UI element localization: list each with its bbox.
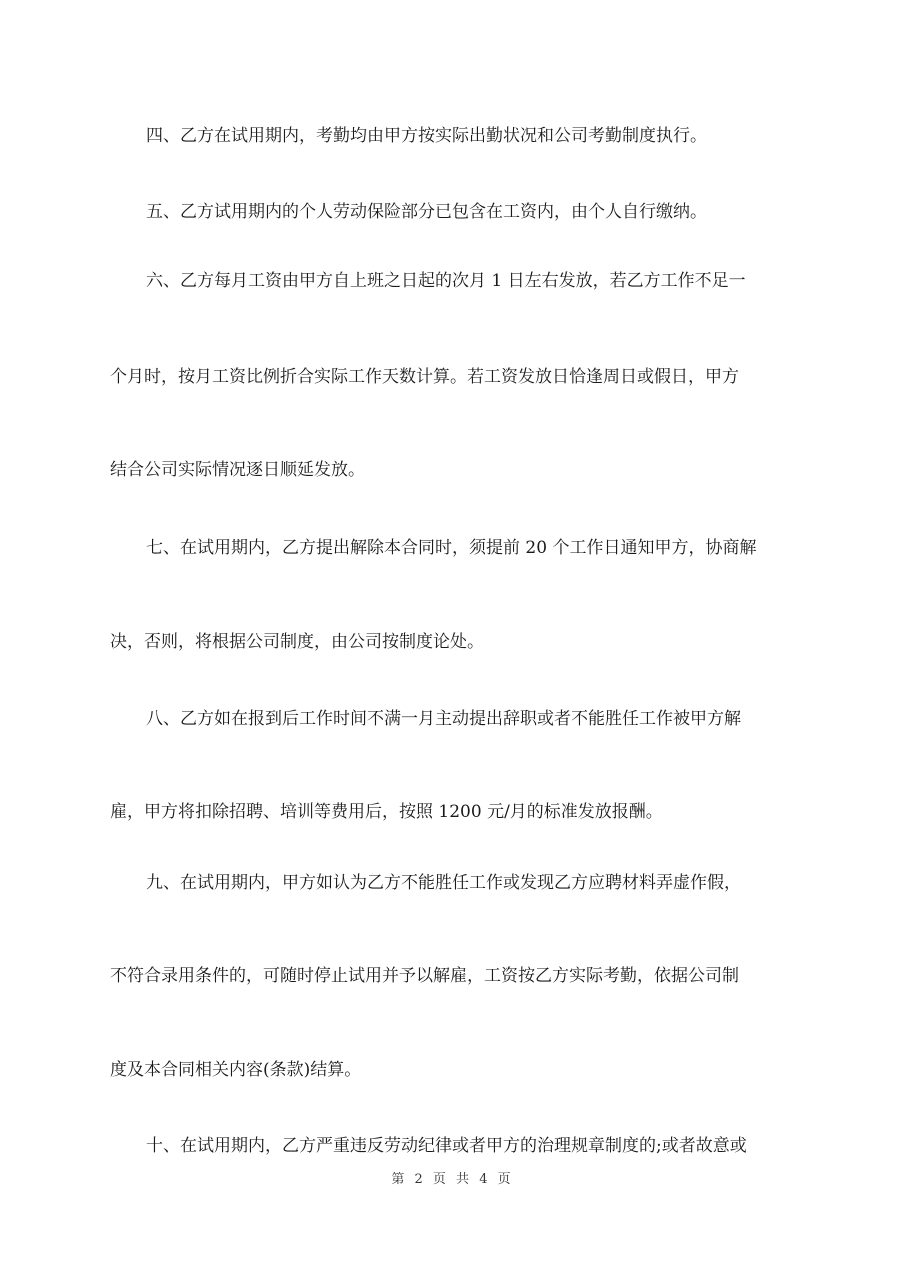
paragraph-7-line-1: 七、在试用期内，乙方提出解除本合同时，须提前 20 个工作日通知甲方，协商解 [146, 538, 757, 558]
paragraph-6-line-3: 结合公司实际情况逐日顺延发放。 [110, 460, 365, 480]
paragraph-7-line-2: 决，否则，将根据公司制度，由公司按制度论处。 [110, 632, 484, 652]
paragraph-4-line-1: 四、乙方在试用期内，考勤均由甲方按实际出勤状况和公司考勤制度执行。 [146, 126, 707, 146]
paragraph-9-line-2: 不符合录用条件的，可随时停止试用并予以解雇，工资按乙方实际考勤，依据公司制 [110, 966, 739, 986]
paragraph-8-line-2: 雇，甲方将扣除招聘、培训等费用后，按照 1200 元/月的标准发放报酬。 [110, 802, 663, 822]
paragraph-6-line-1: 六、乙方每月工资由甲方自上班之日起的次月 1 日左右发放，若乙方工作不足一 [146, 271, 746, 291]
page-number-footer: 第 2 页 共 4 页 [391, 1172, 514, 1187]
paragraph-9-line-1: 九、在试用期内，甲方如认为乙方不能胜任工作或发现乙方应聘材料弄虚作假， [146, 873, 741, 893]
paragraph-5-line-1: 五、乙方试用期内的个人劳动保险部分已包含在工资内，由个人自行缴纳。 [146, 202, 707, 222]
paragraph-9-line-3: 度及本合同相关内容(条款)结算。 [110, 1060, 362, 1080]
paragraph-8-line-1: 八、乙方如在报到后工作时间不满一月主动提出辞职或者不能胜任工作被甲方解 [146, 709, 741, 729]
paragraph-6-line-2: 个月时，按月工资比例折合实际工作天数计算。若工资发放日恰逢周日或假日，甲方 [110, 367, 739, 387]
paragraph-10-line-1: 十、在试用期内，乙方严重违反劳动纪律或者甲方的治理规章制度的;或者故意或 [146, 1136, 747, 1156]
